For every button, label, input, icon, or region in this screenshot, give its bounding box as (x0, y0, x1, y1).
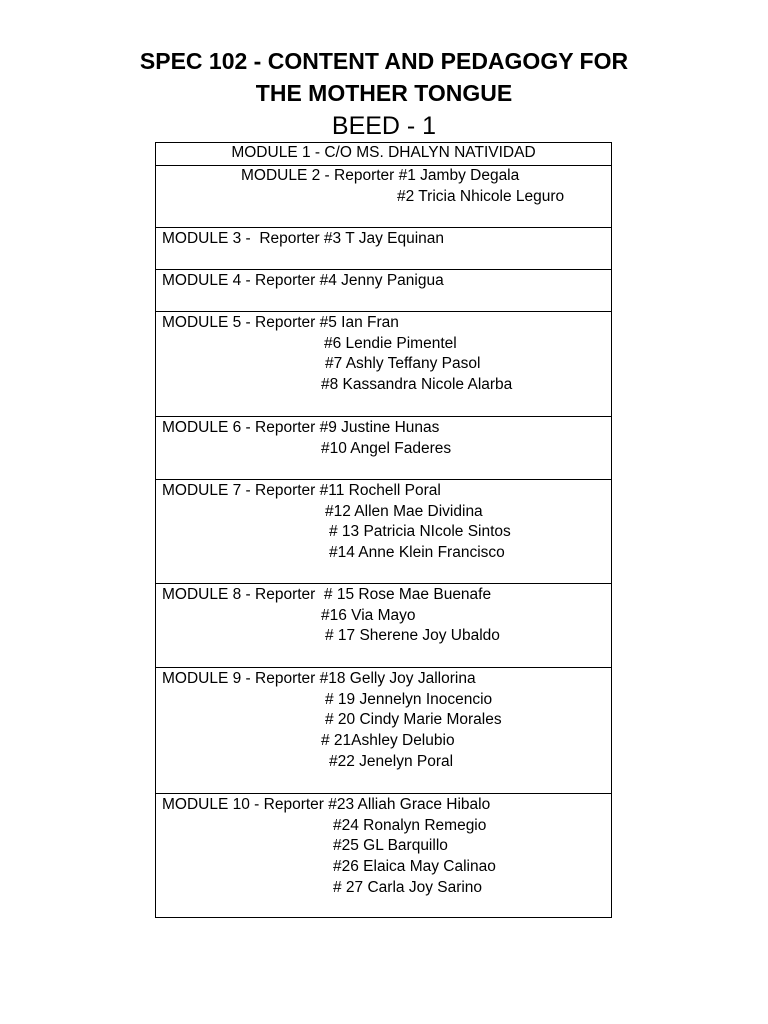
module-line: MODULE 5 - Reporter #5 Ian Fran (162, 314, 399, 331)
module-row-1 (156, 143, 611, 165)
module-line: #7 Ashly Teffany Pasol (325, 355, 481, 372)
module-line: MODULE 6 - Reporter #9 Justine Hunas (162, 419, 440, 436)
module-row-8 (156, 583, 611, 667)
module-row-7 (156, 479, 611, 583)
module-line: # 19 Jennelyn Inocencio (325, 691, 493, 708)
module-line: # 20 Cindy Marie Morales (325, 711, 502, 728)
document-title-line-2: THE MOTHER TONGUE (255, 80, 513, 106)
module-row-2 (156, 165, 611, 227)
module-row-10 (156, 793, 611, 917)
module-line: # 21Ashley Delubio (321, 732, 455, 749)
module-line: #2 Tricia Nhicole Leguro (397, 188, 565, 205)
module-row-6 (156, 416, 611, 479)
module-line: # 17 Sherene Joy Ubaldo (325, 627, 500, 644)
module-line: MODULE 1 - C/O MS. DHALYN NATIVIDAD (231, 144, 536, 161)
module-line: #22 Jenelyn Poral (329, 753, 454, 770)
document-title-line-1: SPEC 102 - CONTENT AND PEDAGOGY FOR (139, 48, 629, 74)
module-line: MODULE 3 - Reporter #3 T Jay Equinan (162, 230, 445, 247)
module-row-4 (156, 269, 611, 311)
module-line: #8 Kassandra Nicole Alarba (321, 376, 513, 393)
module-line: MODULE 4 - Reporter #4 Jenny Panigua (162, 272, 444, 289)
module-table (155, 142, 612, 918)
document-subtitle: BEED - 1 (331, 112, 437, 140)
module-line: #14 Anne Klein Francisco (329, 544, 505, 561)
module-line: #16 Via Mayo (321, 607, 416, 624)
module-line: #6 Lendie Pimentel (324, 335, 457, 352)
module-line: # 27 Carla Joy Sarino (333, 879, 483, 896)
module-line: #24 Ronalyn Remegio (333, 817, 487, 834)
module-line: #12 Allen Mae Dividina (325, 503, 483, 520)
module-line: MODULE 7 - Reporter #11 Rochell Poral (162, 482, 441, 499)
module-line: MODULE 9 - Reporter #18 Gelly Joy Jallorina (162, 670, 476, 687)
module-line: # 13 Patricia NIcole Sintos (329, 523, 511, 540)
module-line: #25 GL Barquillo (333, 837, 448, 854)
module-row-3 (156, 227, 611, 269)
module-row-5 (156, 311, 611, 416)
module-line: MODULE 2 - Reporter #1 Jamby Degala (241, 167, 520, 184)
module-line: MODULE 10 - Reporter #23 Alliah Grace Hibalo (162, 796, 491, 813)
module-row-9 (156, 667, 611, 793)
module-line: #26 Elaica May Calinao (333, 858, 496, 875)
module-line: MODULE 8 - Reporter # 15 Rose Mae Buenafe (162, 586, 492, 603)
module-line: #10 Angel Faderes (321, 440, 452, 457)
